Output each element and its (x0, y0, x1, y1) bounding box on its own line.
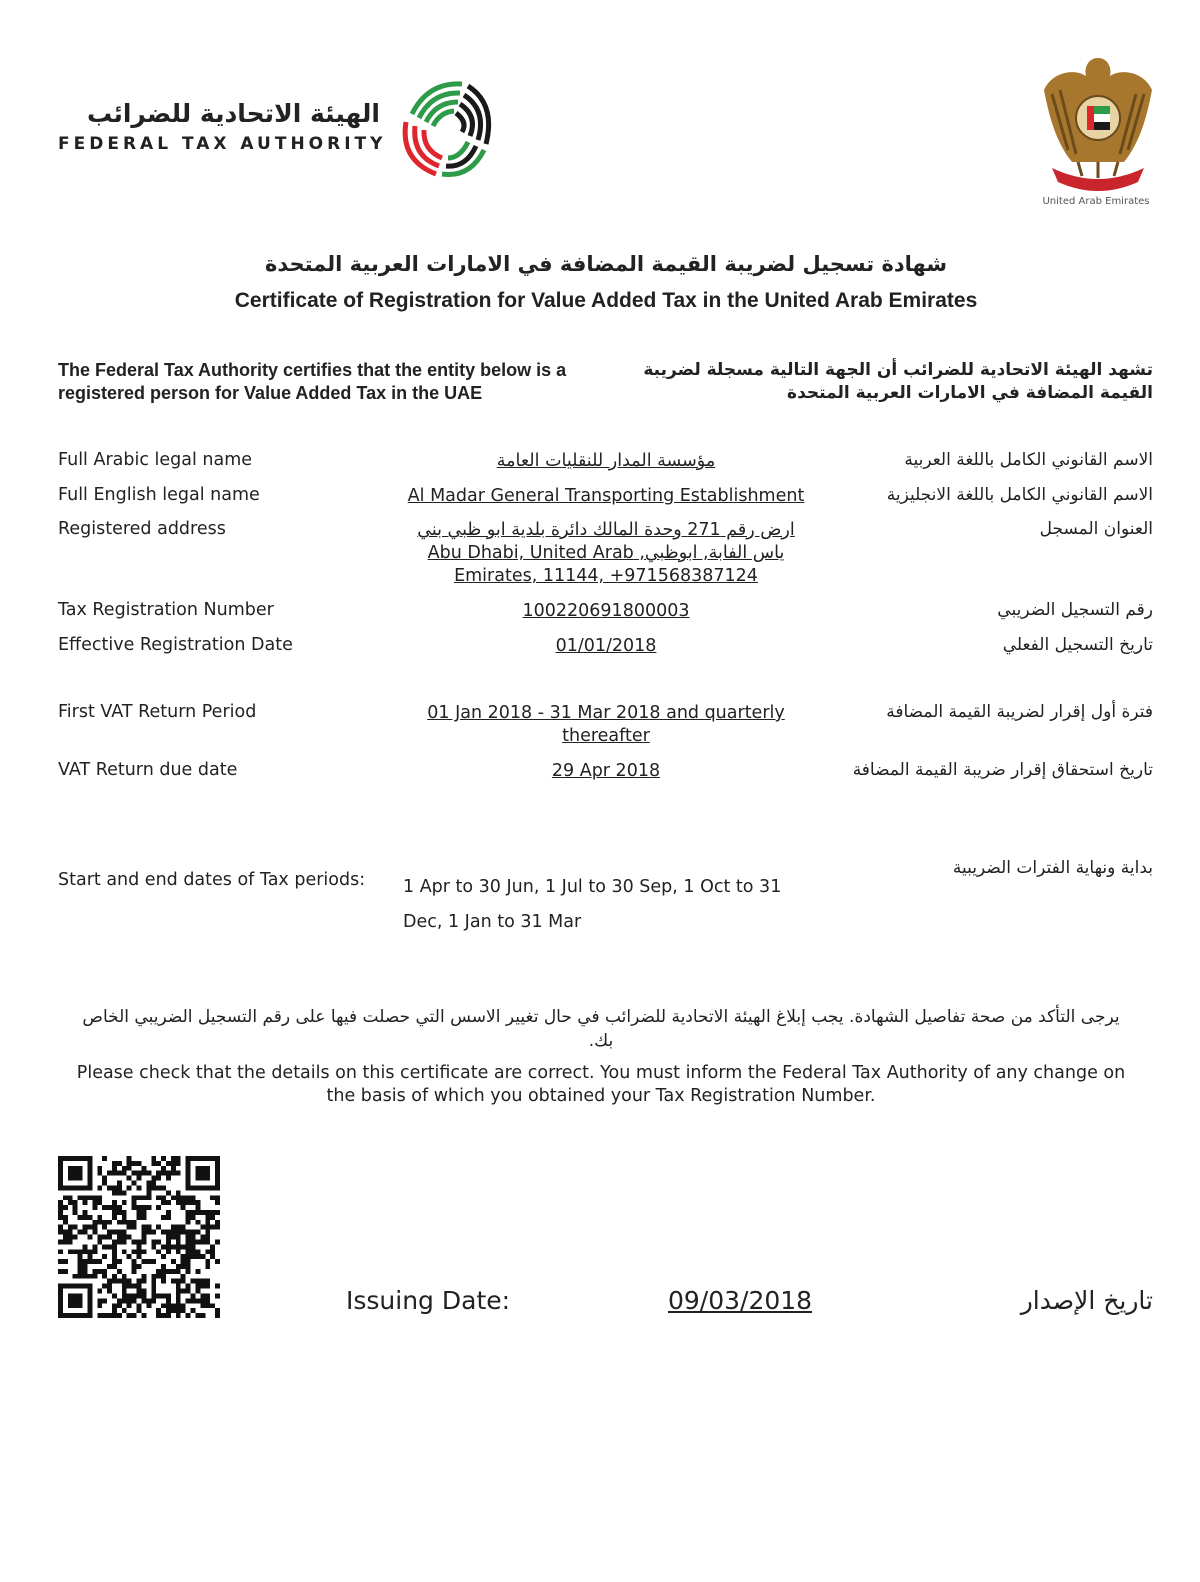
value-due-date (400, 760, 812, 783)
tax-periods-label-en: Start and end dates of Tax periods: (58, 870, 366, 890)
title-en: Certificate of Registration for Value Added Tax in the United Arab Emirates (234, 289, 978, 312)
first-return-line-1-text: 01 Jan 2018 - 31 Mar 2018 and quarterly (427, 703, 785, 723)
value-arabic-name-text: مؤسسة المدار للنقليات العامة (496, 451, 716, 471)
tax-periods-label-ar: بداية ونهاية الفترات الضريبية (952, 858, 1153, 878)
tax-periods-line-2: Dec, 1 Jan to 31 Mar (403, 912, 582, 932)
value-effective-date (400, 635, 812, 658)
label-trn-ar: رقم التسجيل الضريبي (997, 600, 1153, 620)
emblem-caption: United Arab Emirates (1042, 196, 1150, 207)
first-return-line-2 (400, 725, 812, 748)
qr-code (58, 1156, 220, 1318)
value-trn-text: 100220691800003 (522, 601, 690, 621)
fta-logo-text (58, 99, 387, 154)
uae-emblem-icon (1038, 50, 1158, 200)
address-line-1 (400, 519, 812, 542)
fta-logo-icon (392, 74, 500, 182)
first-return-line-1 (400, 702, 812, 725)
issuing-date-value: 09/03/2018 (668, 1286, 813, 1315)
label-effective-date-en: Effective Registration Date (58, 635, 293, 655)
issuing-date-label-en: Issuing Date: (346, 1286, 511, 1315)
tax-periods-line-1: 1 Apr to 30 Jun, 1 Jul to 30 Sep, 1 Oct to 31 (403, 877, 782, 897)
label-due-date-ar: تاريخ استحقاق إقرار ضريبة القيمة المضافة (852, 760, 1153, 780)
label-english-name-en: Full English legal name (58, 485, 260, 505)
value-address (400, 519, 812, 588)
notice-ar: يرجى التأكد من صحة تفاصيل الشهادة. يجب إبلاغ الهيئة الاتحادية للضرائب في حال تغيير الاسس التي حصلت فيها على رقم التسجيل الضريبي الخاص بك. (82, 1007, 1120, 1051)
address-line-2-text: ياس الفابة, ابوظبي, Abu Dhabi, United Arab (427, 543, 785, 563)
statement-en: The Federal Tax Authority certifies that the entity below is a registered person for Value Added Tax in the UAE (58, 360, 567, 403)
label-trn-en: Tax Registration Number (58, 600, 274, 620)
label-first-return-en: First VAT Return Period (58, 702, 257, 722)
value-trn (400, 600, 812, 623)
label-first-return-ar: فترة أول إقرار لضريبة القيمة المضافة (886, 702, 1153, 722)
value-first-return (400, 702, 812, 748)
label-arabic-name-en: Full Arabic legal name (58, 450, 253, 470)
label-address-ar: العنوان المسجل (1039, 519, 1153, 539)
value-english-name (395, 485, 817, 508)
address-line-2 (400, 542, 812, 565)
statement-ar: تشهد الهيئة الاتحادية للضرائب أن الجهة التالية مسجلة لضريبة القيمة المضافة في الامارات العربية المتحدة (643, 360, 1153, 403)
value-english-name-text: Al Madar General Transporting Establishment (407, 486, 805, 506)
value-arabic-name (400, 450, 812, 473)
value-due-date-text: 29 Apr 2018 (551, 761, 661, 781)
value-effective-date-text: 01/01/2018 (555, 636, 657, 656)
authority-name-en: FEDERAL TAX AUTHORITY (58, 134, 387, 154)
authority-name-ar: الهيئة الاتحادية للضرائب (87, 99, 380, 128)
address-line-1-text: ارض رقم 271 وحدة المالك دائرة بلدية ابو ظبي بني (417, 520, 795, 540)
issuing-date-label-ar: تاريخ الإصدار (1020, 1286, 1153, 1315)
label-english-name-ar: الاسم القانوني الكامل باللغة الانجليزية (886, 485, 1153, 505)
notice-en: Please check that the details on this certificate are correct. You must inform the Federal Tax Authority of any change on the basis of which you obtained your Tax Registration Number. (76, 1063, 1126, 1106)
label-address-en: Registered address (58, 519, 226, 539)
tax-periods-value (403, 870, 803, 940)
label-arabic-name-ar: الاسم القانوني الكامل باللغة العربية (904, 450, 1153, 470)
first-return-line-2-text: thereafter (562, 726, 650, 746)
address-line-3 (400, 565, 812, 588)
label-due-date-en: VAT Return due date (58, 760, 238, 780)
label-effective-date-ar: تاريخ التسجيل الفعلي (1002, 635, 1153, 655)
qr-modules (58, 1156, 220, 1318)
title-ar: شهادة تسجيل لضريبة القيمة المضافة في الامارات العربية المتحدة (264, 252, 948, 276)
address-line-3-text: Emirates, 11144, +971568387124 (454, 566, 758, 586)
